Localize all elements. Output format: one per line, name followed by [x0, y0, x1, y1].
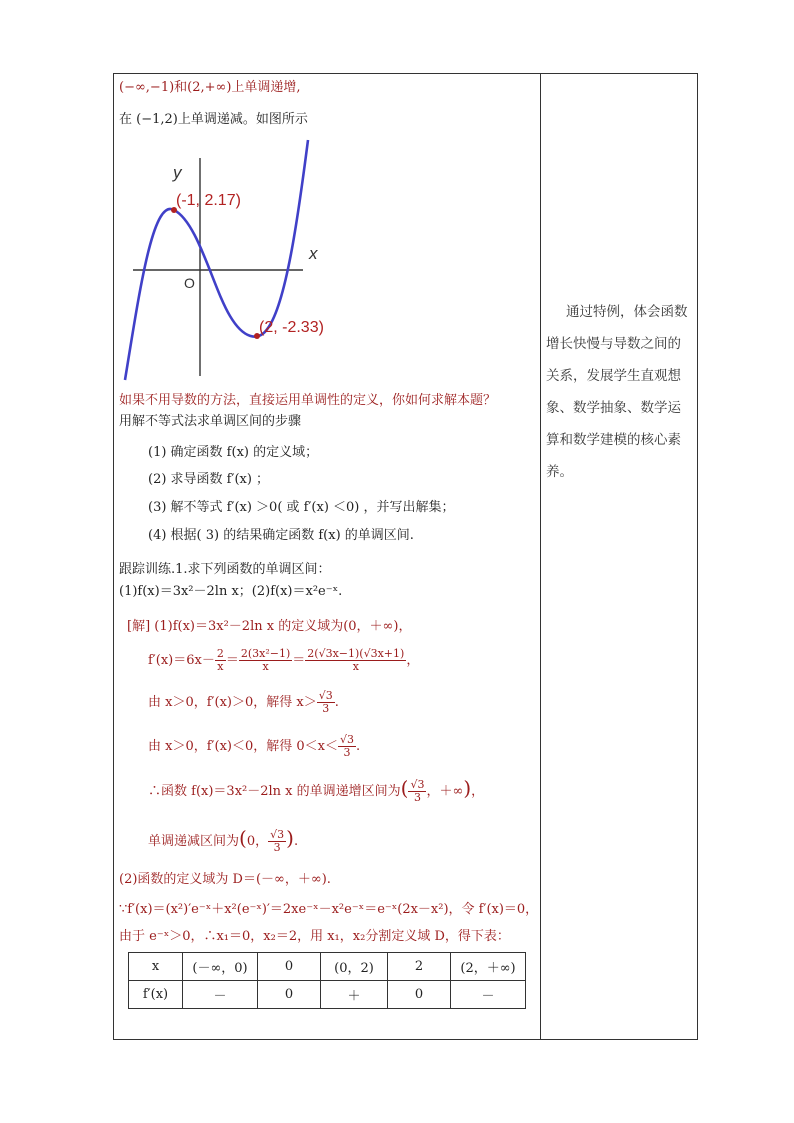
- decrease-condition: 由 x＞0，f′(x)＜0，解得 0＜x＜ $\frac{√3}{3}$ .: [148, 733, 361, 759]
- table-cell: f′(x): [129, 981, 183, 1009]
- fraction-2-over-x: $\frac{2}{x}$: [216, 647, 224, 673]
- increasing-interval: ∴函数 f(x)＝3x²－2ln x 的单调递增区间为( $\frac{√3}{3}$ ，＋∞)，: [148, 776, 485, 804]
- table-cell: －: [451, 981, 526, 1009]
- table-cell: x: [129, 953, 183, 981]
- part2-roots: 由于 e⁻ˣ＞0，∴x₁＝0，x₂＝2，用 x₁，x₂分割定义域 D，得下表：: [119, 929, 510, 944]
- step-4: (4) 根据( 3) 的结果确定函数 f(x) 的单调区间.: [148, 528, 414, 543]
- practice-title: 跟踪训练.1.求下列函数的单调区间：: [119, 562, 331, 577]
- increase-condition: 由 x＞0，f′(x)＞0，解得 x＞ $\frac{√3}{3}$ .: [148, 689, 339, 715]
- table-cell: 0: [388, 981, 451, 1009]
- part2-derivative: ∵f′(x)＝(x²)′e⁻ˣ＋x²(e⁻ˣ)′＝2xe⁻ˣ－x²e⁻ˣ＝e⁻ˣ(2x－x²)，令 f′(x)＝0，: [119, 902, 539, 917]
- table-cell: (2，＋∞): [451, 953, 526, 981]
- derivative-lhs: f′(x)＝6x－: [148, 653, 215, 668]
- decreasing-interval: 单调递减区间为(0， $\frac{√3}{3}$ ).: [148, 826, 299, 854]
- step-2: (2) 求导函数 f′(x) ；: [148, 472, 270, 487]
- step-3: (3) 解不等式 f′(x) ＞0( 或 f′(x) ＜0) ，并写出解集；: [148, 500, 455, 515]
- solution-tag: [解]: [127, 619, 151, 634]
- sign-table: [128, 952, 526, 1009]
- table-row: [129, 953, 526, 981]
- note-line: 算和数学建模的核心素: [546, 432, 681, 448]
- table-cell: ＋: [321, 981, 388, 1009]
- design-intent-note: [546, 296, 696, 488]
- monotonic-increase-line: (−∞,−1)和(2,+∞)上单调递增,: [119, 80, 301, 95]
- x-axis-label: x: [309, 244, 318, 263]
- question-text: 如果不用导数的方法，直接运用单调性的定义，你如何求解本题？: [119, 393, 497, 408]
- function-curve: [125, 140, 308, 380]
- note-line: 增长快慢与导数之间的: [546, 336, 681, 352]
- note-line: 通过特例，体会函数: [566, 304, 688, 320]
- fraction-expanded: $\frac{\text{2(3x²−1)}}{x}$: [240, 647, 291, 673]
- cubic-function-graph: [118, 138, 348, 388]
- step-1: (1) 确定函数 f(x) 的定义域；: [148, 445, 319, 460]
- steps-title: 用解不等式法求单调区间的步骤: [119, 414, 302, 429]
- local-max-label: (-1, 2.17): [176, 192, 241, 209]
- note-line: 关系，发展学生直观想: [546, 368, 681, 384]
- part2-domain: (2)函数的定义域为 D＝(－∞，＋∞).: [119, 872, 331, 887]
- fraction-factored: $\frac{2(√3x-1)(√3x+1)}{x}$: [307, 647, 405, 673]
- solution-part1: [127, 619, 411, 635]
- practice-items: (1)f(x)＝3x²－2ln x；(2)f(x)＝x²e⁻ˣ.: [119, 584, 343, 599]
- table-cell: 0: [258, 953, 321, 981]
- table-cell: 0: [258, 981, 321, 1009]
- note-line: 象、数学抽象、数学运: [546, 400, 681, 416]
- note-line: 养。: [546, 464, 573, 480]
- table-cell: －: [183, 981, 258, 1009]
- origin-label: O: [184, 275, 195, 291]
- column-divider: [540, 73, 541, 1040]
- table-cell: 2: [388, 953, 451, 981]
- y-axis-label: y: [173, 163, 182, 182]
- monotonic-decrease-line: 在 (−1,2)上单调递减。如图所示: [119, 112, 308, 127]
- domain-statement: (1)f(x)＝3x²－2ln x 的定义域为(0，＋∞)，: [154, 619, 412, 634]
- table-cell: (0，2): [321, 953, 388, 981]
- local-min-label: (2, -2.33): [259, 319, 324, 336]
- table-cell: (－∞，0): [183, 953, 258, 981]
- derivative-line: f′(x)＝6x－ $\frac{2}{x}$ ＝ $\frac{\text{2(3x²−1)}}{x}$ ＝ $\frac{2(√3x-1)(√3x+1)}{x}$ ，: [148, 647, 420, 673]
- table-row: [129, 981, 526, 1009]
